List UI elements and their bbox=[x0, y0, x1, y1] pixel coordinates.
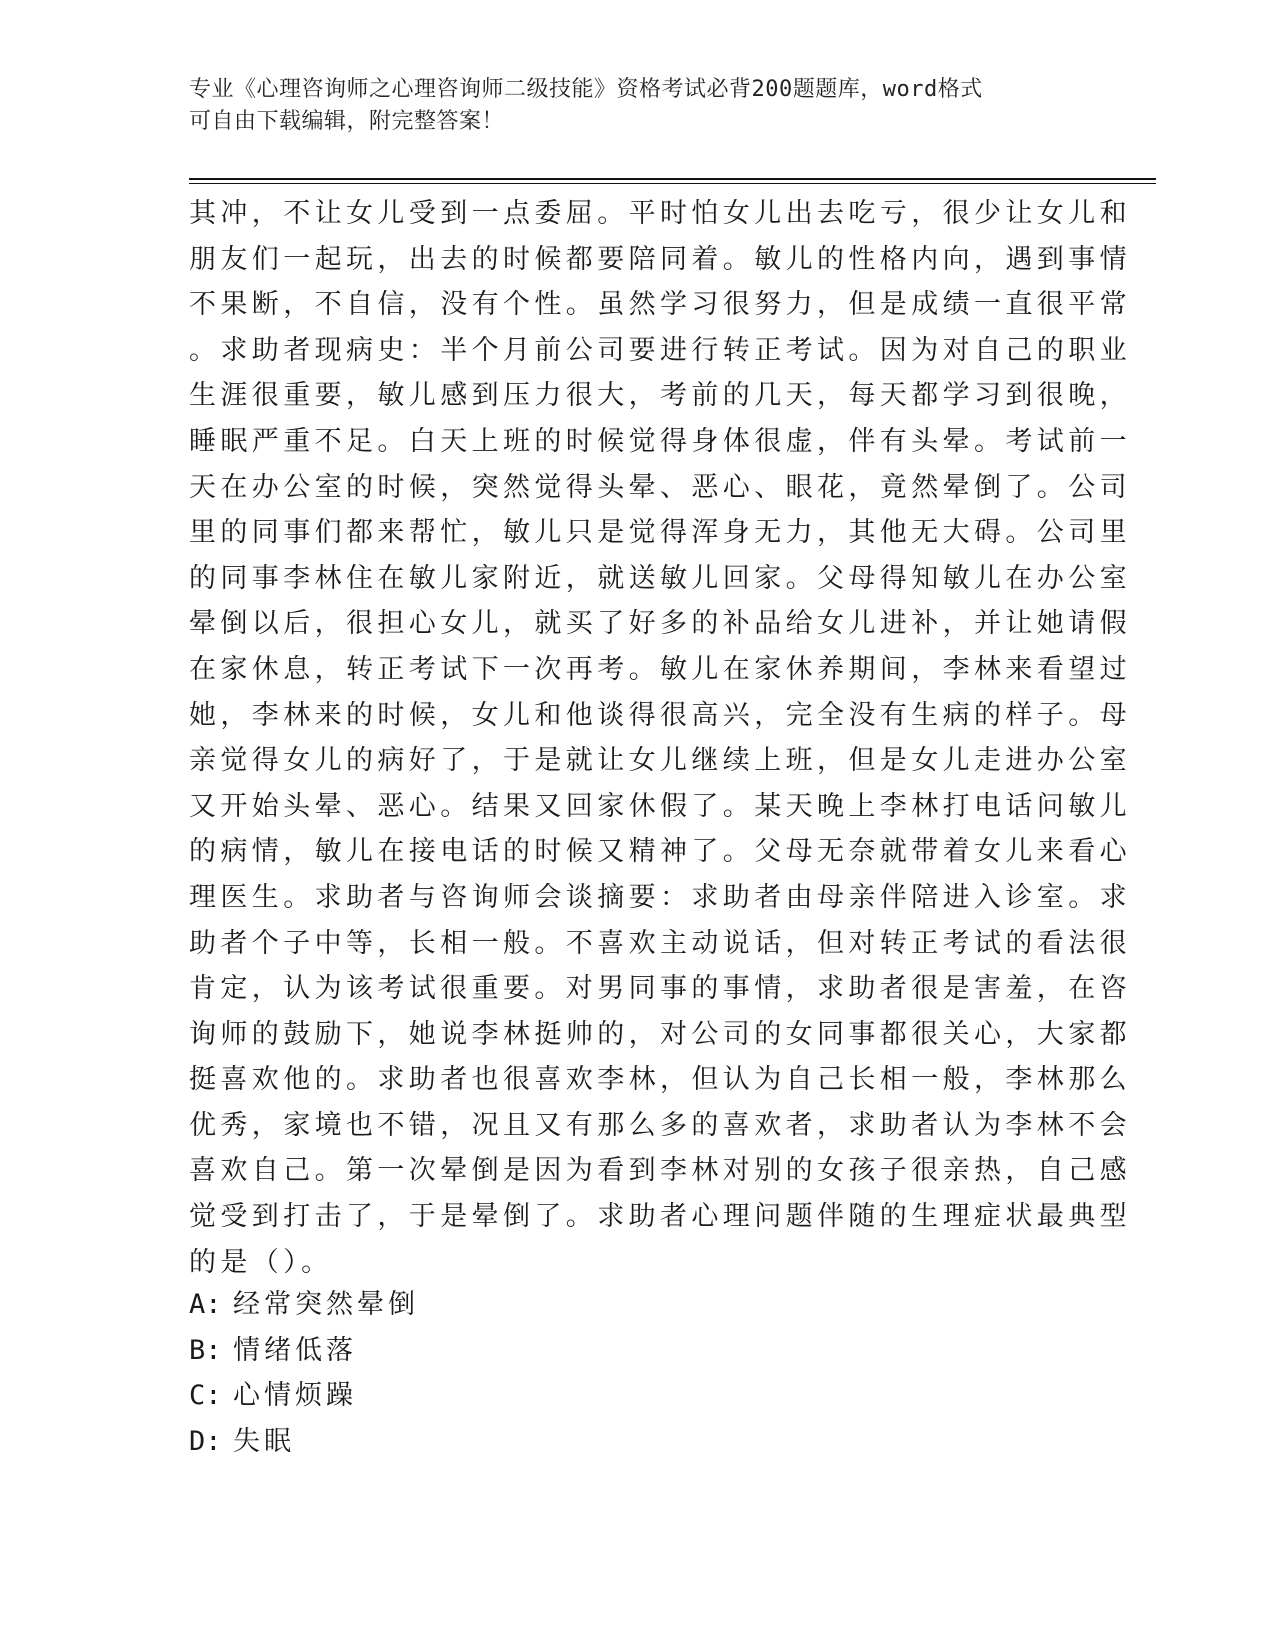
passage-line: 朋友们一起玩，出去的时候都要陪同着。敏儿的性格内向，遇到事情 bbox=[189, 243, 1131, 275]
option-letter: B: bbox=[189, 1334, 222, 1366]
header-divider-thick bbox=[189, 178, 1156, 180]
passage-line: 其冲，不让女儿受到一点委屈。平时怕女儿出去吃亏，很少让女儿和 bbox=[189, 198, 1131, 229]
passage-line: 询师的鼓励下，她说李林挺帅的，对公司的女同事都很关心，大家都 bbox=[189, 1018, 1131, 1050]
option-letter: A: bbox=[189, 1289, 222, 1320]
option-d bbox=[189, 1419, 1069, 1465]
passage-line: 在家休息，转正考试下一次再考。敏儿在家休养期间，李林来看望过 bbox=[189, 653, 1131, 685]
passage-line: 的是（）。 bbox=[189, 1246, 333, 1278]
passage-line: 的病情，敏儿在接电话的时候又精神了。父母无奈就带着女儿来看心 bbox=[189, 836, 1131, 868]
passage-line: 亲觉得女儿的病好了，于是就让女儿继续上班，但是女儿走进办公室 bbox=[189, 745, 1131, 777]
option-letter: D: bbox=[189, 1425, 222, 1457]
passage-line: 不果断，不自信，没有个性。虽然学习很努力，但是成绩一直很平常 bbox=[189, 289, 1131, 321]
passage-line: 的同事李林住在敏儿家附近，就送敏儿回家。父母得知敏儿在办公室 bbox=[189, 562, 1131, 594]
passage-line: 优秀，家境也不错，况且又有那么多的喜欢者，求助者认为李林不会 bbox=[189, 1109, 1131, 1141]
header-divider-thin bbox=[189, 183, 1156, 184]
passage-line: 。求助者现病史：半个月前公司要进行转正考试。因为对自己的职业 bbox=[189, 334, 1131, 366]
option-text: 经常突然晕倒 bbox=[233, 1289, 419, 1320]
document-header bbox=[189, 74, 1069, 138]
passage-line: 肯定，认为该考试很重要。对男同事的事情，求助者很是害羞，在咨 bbox=[189, 973, 1131, 1005]
option-text: 失眠 bbox=[233, 1425, 295, 1457]
passage-line: 又开始头晕、恶心。结果又回家休假了。某天晚上李林打电话问敏儿 bbox=[189, 790, 1131, 822]
passage-line: 生涯很重要，敏儿感到压力很大，考前的几天，每天都学习到很晚， bbox=[189, 380, 1131, 412]
option-letter: C: bbox=[189, 1380, 222, 1412]
passage-line: 里的同事们都来帮忙，敏儿只是觉得浑身无力，其他无大碍。公司里 bbox=[189, 517, 1131, 549]
passage-line: 睡眠严重不足。白天上班的时候觉得身体很虚，伴有头晕。考试前一 bbox=[189, 425, 1131, 457]
option-text: 心情烦躁 bbox=[233, 1380, 357, 1412]
passage-line: 晕倒以后，很担心女儿，就买了好多的补品给女儿进补，并让她请假 bbox=[189, 608, 1131, 640]
passage-line: 她，李林来的时候，女儿和他谈得很高兴，完全没有生病的样子。母 bbox=[189, 699, 1131, 731]
header-line: 专业《心理咨询师之心理咨询师二级技能》资格考试必背200题题库，word格式 bbox=[189, 77, 983, 102]
passage-line: 觉受到打击了，于是晕倒了。求助者心理问题伴随的生理症状最典型 bbox=[189, 1201, 1131, 1233]
option-c bbox=[189, 1373, 1069, 1419]
passage-line: 喜欢自己。第一次晕倒是因为看到李林对别的女孩子很亲热，自己感 bbox=[189, 1155, 1131, 1187]
passage-line: 天在办公室的时候，突然觉得头晕、恶心、眼花，竟然晕倒了。公司 bbox=[189, 471, 1131, 503]
option-text: 情绪低落 bbox=[233, 1334, 357, 1366]
question-passage bbox=[189, 191, 1131, 1285]
answer-options bbox=[189, 1282, 1069, 1464]
option-a bbox=[189, 1282, 1069, 1328]
passage-line: 挺喜欢他的。求助者也很喜欢李林，但认为自己长相一般，李林那么 bbox=[189, 1064, 1131, 1096]
passage-line: 助者个子中等，长相一般。不喜欢主动说话，但对转正考试的看法很 bbox=[189, 927, 1131, 959]
passage-line: 理医生。求助者与咨询师会谈摘要：求助者由母亲伴陪进入诊室。求 bbox=[189, 881, 1131, 913]
option-b bbox=[189, 1328, 1069, 1374]
header-line: 可自由下载编辑，附完整答案！ bbox=[189, 109, 505, 134]
